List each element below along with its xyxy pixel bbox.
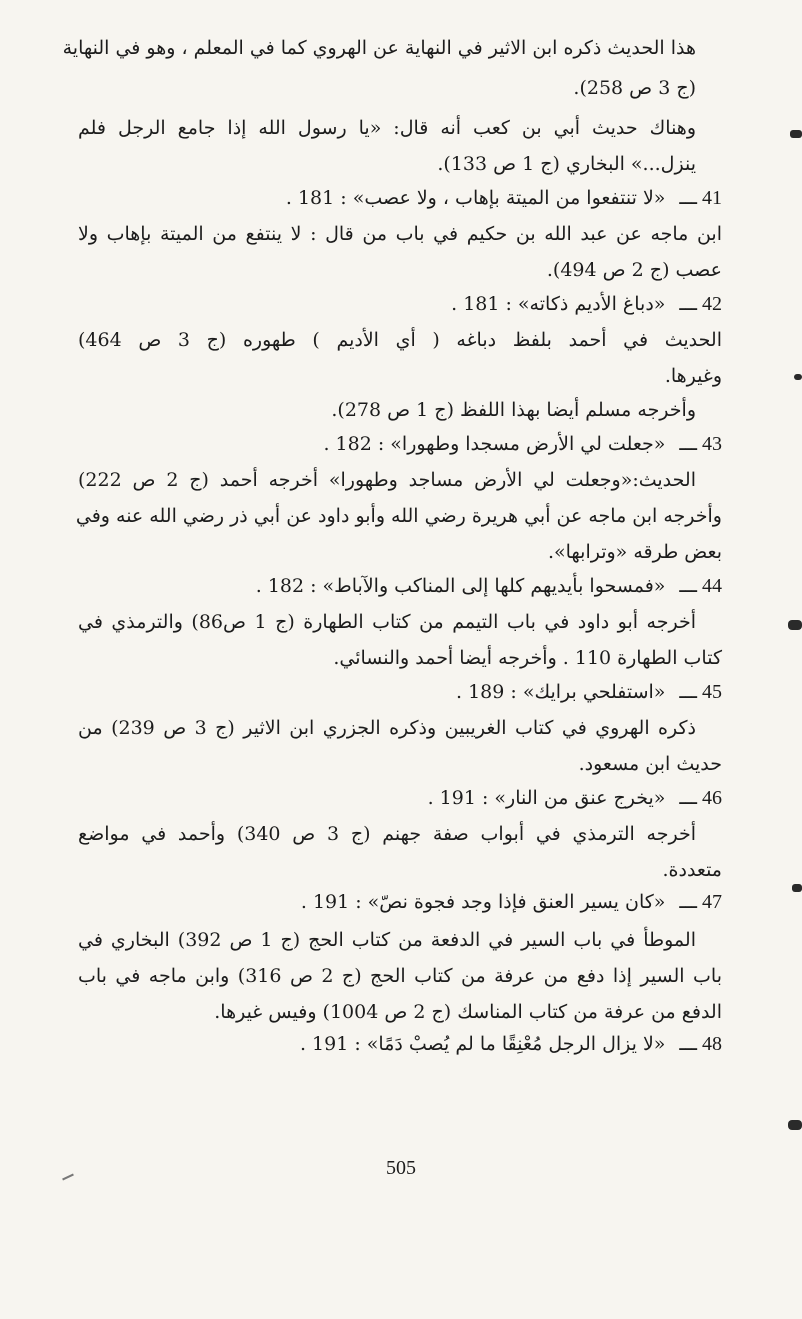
text-line: وأخرجه ابن ماجه عن أبي هريرة رضي الله وأبو داود عن أبي ذر رضي الله عنه وفي bbox=[75, 505, 722, 527]
entry-number: 43 ـــ bbox=[679, 433, 722, 455]
text-line: (ج 3 ص 258). bbox=[573, 77, 696, 99]
text-line: عصب (ج 2 ص 494). bbox=[546, 259, 722, 281]
entry-heading: «كان يسير العنق فإذا وجد فجوة نصّ» : 191 . bbox=[300, 891, 666, 913]
entry-42 bbox=[78, 290, 722, 318]
scan-mark bbox=[788, 1120, 802, 1130]
entry-number: 44 ـــ bbox=[679, 575, 722, 597]
entry-heading: «فمسحوا بأيديهم كلها إلى المناكب والآباط» : 182 . bbox=[255, 575, 666, 597]
text-line: وغيرها. bbox=[664, 365, 722, 387]
text-line: حديث ابن مسعود. bbox=[578, 753, 722, 775]
entry-number: 41 ـــ bbox=[679, 187, 722, 209]
text-line: كتاب الطهارة 110 . وأخرجه أيضا أحمد والنسائي. bbox=[333, 647, 722, 669]
entry-number: 46 ـــ bbox=[679, 787, 722, 809]
text-line: هذا الحديث ذكره ابن الاثير في النهاية عن الهروي كما في المعلم ، وهو في النهاية bbox=[62, 37, 696, 59]
entry-heading: «لا تنتفعوا من الميتة بإهاب ، ولا عصب» : 181 . bbox=[285, 187, 666, 209]
entry-heading: «استفلحي برايك» : 189 . bbox=[456, 681, 666, 703]
text-line: الموطأ في باب السير في الدفعة من كتاب الحج (ج 1 ص 392) البخاري في bbox=[78, 929, 696, 951]
entry-heading: «جعلت لي الأرض مسجدا وطهورا» : 182 . bbox=[323, 433, 666, 455]
text-line: أخرجه أبو داود في باب التيمم من كتاب الطهارة (ج 1 ص86) والترمذي في bbox=[78, 611, 696, 633]
text-line: ذكره الهروي في كتاب الغريبين وذكره الجزري ابن الاثير (ج 3 ص 239) من bbox=[78, 717, 696, 739]
entry-46 bbox=[78, 784, 722, 812]
text-line: الدفع من عرفة من كتاب المناسك (ج 2 ص 1004) وفيس غيرها. bbox=[214, 1001, 722, 1023]
scan-mark bbox=[790, 130, 802, 138]
entry-heading: «دباغ الأديم ذكاته» : 181 . bbox=[451, 293, 666, 315]
entry-48 bbox=[78, 1030, 722, 1058]
entry-number: 42 ـــ bbox=[679, 293, 722, 315]
entry-heading: «لا يزال الرجل مُعْنِقًا ما لم يُصبْ دَمًا» : 191 . bbox=[299, 1033, 666, 1055]
text-line: وهناك حديث أبي بن كعب أنه قال: «يا رسول الله إذا جامع الرجل فلم bbox=[78, 117, 696, 139]
entry-41 bbox=[78, 184, 722, 212]
scan-mark bbox=[788, 620, 802, 630]
text-line: بعض طرقه «وترابها». bbox=[547, 541, 722, 563]
scan-mark bbox=[794, 374, 802, 380]
entry-number: 47 ـــ bbox=[679, 891, 722, 913]
entry-45 bbox=[78, 678, 722, 706]
entry-number: 45 ـــ bbox=[679, 681, 722, 703]
entry-heading: «يخرج عنق من النار» : 191 . bbox=[427, 787, 666, 809]
scan-mark bbox=[792, 884, 802, 892]
text-line: وأخرجه مسلم أيضا بهذا اللفظ (ج 1 ص 278). bbox=[331, 399, 696, 421]
text-line: أخرجه الترمذي في أبواب صفة جهنم (ج 3 ص 340) وأحمد في مواضع bbox=[78, 823, 696, 845]
entry-43 bbox=[78, 430, 722, 458]
text-line: الحديث:«وجعلت لي الأرض مساجد وطهورا» أخرجه أحمد (ج 2 ص 222) bbox=[78, 469, 696, 491]
text-line: ينزل...» البخاري (ج 1 ص 133). bbox=[437, 153, 696, 175]
text-line: ابن ماجه عن عبد الله بن حكيم في باب من قال : لا ينتفع من الميتة بإهاب ولا bbox=[78, 223, 722, 245]
text-line: الحديث في أحمد بلفظ دباغه ( أي الأديم ) طهوره (ج 3 ص 464) bbox=[78, 329, 722, 351]
entry-number: 48 ـــ bbox=[679, 1033, 722, 1055]
entry-44 bbox=[78, 572, 722, 600]
text-line: باب السير إذا دفع من عرفة من كتاب الحج (ج 2 ص 316) وابن ماجه في باب bbox=[78, 965, 722, 987]
text-line: متعددة. bbox=[662, 859, 722, 881]
entry-47 bbox=[78, 888, 722, 916]
page-number: 505 bbox=[386, 1157, 416, 1179]
